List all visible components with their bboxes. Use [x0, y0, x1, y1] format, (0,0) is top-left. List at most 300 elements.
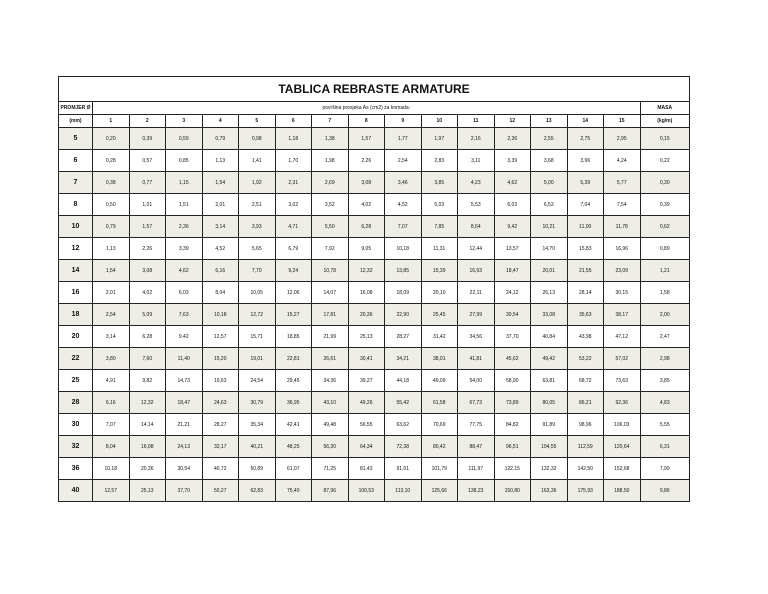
area-cell: 18,85 — [275, 326, 312, 348]
diameter-cell: 30 — [59, 414, 93, 436]
area-cell: 1,70 — [275, 150, 312, 172]
area-cell: 54,00 — [458, 370, 495, 392]
area-cell: 77,75 — [458, 414, 495, 436]
rebar-table — [58, 76, 690, 502]
count-header: 11 — [458, 115, 495, 128]
table-row — [59, 480, 690, 502]
area-cell: 8,04 — [93, 436, 130, 458]
area-cell: 34,21 — [385, 348, 422, 370]
area-cell: 38,01 — [421, 348, 458, 370]
area-cell: 40,21 — [239, 436, 276, 458]
area-cell: 61,58 — [421, 392, 458, 414]
area-cell: 24,13 — [166, 436, 203, 458]
area-cell: 25,45 — [421, 304, 458, 326]
area-cell: 7,85 — [421, 216, 458, 238]
area-cell: 2,01 — [202, 194, 239, 216]
area-cell: 1,77 — [385, 128, 422, 150]
count-header: 10 — [421, 115, 458, 128]
diameter-cell: 8 — [59, 194, 93, 216]
area-cell: 21,99 — [312, 326, 349, 348]
area-cell: 22,90 — [385, 304, 422, 326]
area-cell: 63,62 — [385, 414, 422, 436]
area-cell: 35,34 — [239, 414, 276, 436]
area-cell: 58,90 — [494, 370, 531, 392]
area-cell: 17,81 — [312, 304, 349, 326]
diameter-cell: 20 — [59, 326, 93, 348]
area-cell: 19,01 — [239, 348, 276, 370]
area-cell: 21,55 — [567, 260, 604, 282]
area-cell: 7,70 — [239, 260, 276, 282]
mass-label: MASA — [640, 102, 690, 115]
mass-cell: 9,86 — [640, 480, 690, 502]
area-cell: 11,00 — [567, 216, 604, 238]
area-cell: 101,79 — [421, 458, 458, 480]
area-cell: 30,54 — [166, 458, 203, 480]
area-cell: 4,62 — [494, 172, 531, 194]
area-cell: 6,16 — [93, 392, 130, 414]
area-cell: 6,53 — [531, 194, 568, 216]
area-cell: 98,96 — [567, 414, 604, 436]
area-cell: 150,80 — [494, 480, 531, 502]
area-cell: 26,13 — [531, 282, 568, 304]
area-cell: 50,27 — [202, 480, 239, 502]
area-cell: 0,77 — [129, 172, 166, 194]
area-cell: 87,96 — [312, 480, 349, 502]
table-row — [59, 326, 690, 348]
count-header: 7 — [312, 115, 349, 128]
area-cell: 56,55 — [348, 414, 385, 436]
area-cell: 44,18 — [385, 370, 422, 392]
area-cell: 40,84 — [531, 326, 568, 348]
area-cell: 0,59 — [166, 128, 203, 150]
area-cell: 12,32 — [348, 260, 385, 282]
area-cell: 9,42 — [494, 216, 531, 238]
area-cell: 7,60 — [129, 348, 166, 370]
count-header: 1 — [93, 115, 130, 128]
area-cell: 11,78 — [604, 216, 641, 238]
area-cell: 15,20 — [202, 348, 239, 370]
diameter-cell: 7 — [59, 172, 93, 194]
area-cell: 10,78 — [312, 260, 349, 282]
area-cell: 13,85 — [385, 260, 422, 282]
area-cell: 16,08 — [348, 282, 385, 304]
area-cell: 41,81 — [458, 348, 495, 370]
area-cell: 33,08 — [531, 304, 568, 326]
area-cell: 14,14 — [129, 414, 166, 436]
area-cell: 4,71 — [275, 216, 312, 238]
area-cell: 5,39 — [567, 172, 604, 194]
area-cell: 3,39 — [166, 238, 203, 260]
area-cell: 49,42 — [531, 348, 568, 370]
area-cell: 5,09 — [129, 304, 166, 326]
table-row — [59, 172, 690, 194]
table-title: TABLICA REBRASTE ARMATURE — [59, 77, 690, 102]
area-cell: 0,28 — [93, 150, 130, 172]
area-cell: 2,55 — [531, 128, 568, 150]
area-cell: 18,47 — [166, 392, 203, 414]
mass-cell: 2,47 — [640, 326, 690, 348]
area-cell: 20,01 — [531, 260, 568, 282]
area-cell: 4,52 — [385, 194, 422, 216]
area-cell: 61,07 — [275, 458, 312, 480]
area-cell: 32,17 — [202, 436, 239, 458]
area-cell: 64,34 — [348, 436, 385, 458]
area-cell: 2,75 — [567, 128, 604, 150]
area-cell: 1,97 — [421, 128, 458, 150]
area-cell: 4,02 — [348, 194, 385, 216]
area-cell: 1,13 — [93, 238, 130, 260]
area-cell: 45,62 — [494, 348, 531, 370]
area-cell: 34,56 — [458, 326, 495, 348]
diameter-cell: 22 — [59, 348, 93, 370]
area-cell: 5,50 — [312, 216, 349, 238]
area-cell: 100,53 — [348, 480, 385, 502]
count-header: 5 — [239, 115, 276, 128]
area-cell: 112,59 — [567, 436, 604, 458]
area-cell: 4,24 — [604, 150, 641, 172]
area-cell: 0,98 — [239, 128, 276, 150]
area-cell: 113,10 — [385, 480, 422, 502]
mass-cell: 3,85 — [640, 370, 690, 392]
count-header: 9 — [385, 115, 422, 128]
table-row — [59, 370, 690, 392]
area-cell: 4,91 — [93, 370, 130, 392]
diameter-cell: 32 — [59, 436, 93, 458]
area-cell: 80,42 — [421, 436, 458, 458]
mass-cell: 7,99 — [640, 458, 690, 480]
area-cell: 29,45 — [275, 370, 312, 392]
area-cell: 21,21 — [166, 414, 203, 436]
area-cell: 16,96 — [604, 238, 641, 260]
area-cell: 5,65 — [239, 238, 276, 260]
table-row — [59, 282, 690, 304]
area-cell: 57,02 — [604, 348, 641, 370]
area-cell: 23,09 — [604, 260, 641, 282]
area-cell: 63,81 — [531, 370, 568, 392]
diameter-cell: 12 — [59, 238, 93, 260]
area-cell: 56,30 — [312, 436, 349, 458]
area-cell: 24,12 — [494, 282, 531, 304]
area-cell: 0,85 — [166, 150, 203, 172]
area-cell: 28,14 — [567, 282, 604, 304]
area-cell: 37,70 — [494, 326, 531, 348]
mass-cell: 2,98 — [640, 348, 690, 370]
area-cell: 43,98 — [567, 326, 604, 348]
table-row — [59, 392, 690, 414]
area-cell: 2,26 — [348, 150, 385, 172]
area-cell: 132,32 — [531, 458, 568, 480]
area-cell: 30,54 — [494, 304, 531, 326]
table-row — [59, 304, 690, 326]
area-cell: 37,70 — [166, 480, 203, 502]
area-cell: 104,55 — [531, 436, 568, 458]
area-cell: 5,53 — [458, 194, 495, 216]
area-cell: 1,41 — [239, 150, 276, 172]
area-cell: 24,63 — [202, 392, 239, 414]
area-cell: 1,38 — [312, 128, 349, 150]
area-cell: 40,72 — [202, 458, 239, 480]
area-cell: 2,95 — [604, 128, 641, 150]
area-cell: 8,64 — [458, 216, 495, 238]
area-cell: 1,57 — [348, 128, 385, 150]
area-cell: 14,07 — [312, 282, 349, 304]
area-cell: 1,13 — [202, 150, 239, 172]
area-cell: 55,42 — [385, 392, 422, 414]
area-cell: 138,23 — [458, 480, 495, 502]
count-header: 14 — [567, 115, 604, 128]
area-cell: 0,50 — [93, 194, 130, 216]
mass-cell: 1,58 — [640, 282, 690, 304]
table-row — [59, 238, 690, 260]
area-cell: 14,73 — [166, 370, 203, 392]
mass-cell: 1,21 — [640, 260, 690, 282]
area-cell: 96,51 — [494, 436, 531, 458]
area-cell: 1,01 — [129, 194, 166, 216]
area-cell: 125,66 — [421, 480, 458, 502]
area-cell: 2,36 — [494, 128, 531, 150]
area-cell: 6,28 — [348, 216, 385, 238]
area-cell: 25,13 — [129, 480, 166, 502]
diameter-unit: (mm) — [59, 115, 93, 128]
count-header: 4 — [202, 115, 239, 128]
diameter-cell: 5 — [59, 128, 93, 150]
table-row — [59, 216, 690, 238]
area-cell: 11,31 — [421, 238, 458, 260]
mass-cell: 6,31 — [640, 436, 690, 458]
area-cell: 3,85 — [421, 172, 458, 194]
count-header: 13 — [531, 115, 568, 128]
area-cell: 0,20 — [93, 128, 130, 150]
area-cell: 30,79 — [239, 392, 276, 414]
area-cell: 10,05 — [239, 282, 276, 304]
area-cell: 14,70 — [531, 238, 568, 260]
area-cell: 1,54 — [202, 172, 239, 194]
area-cell: 4,23 — [458, 172, 495, 194]
area-cell: 20,36 — [129, 458, 166, 480]
table-row — [59, 414, 690, 436]
area-cell: 30,41 — [348, 348, 385, 370]
area-cell: 24,54 — [239, 370, 276, 392]
area-cell: 163,36 — [531, 480, 568, 502]
area-cell: 1,18 — [275, 128, 312, 150]
area-cell: 19,63 — [202, 370, 239, 392]
area-cell: 9,05 — [348, 238, 385, 260]
area-cell: 152,68 — [604, 458, 641, 480]
area-label: površina presjeka As (cm2) za komada: — [93, 102, 641, 115]
area-cell: 20,10 — [421, 282, 458, 304]
area-cell: 12,57 — [93, 480, 130, 502]
table-row — [59, 128, 690, 150]
area-cell: 1,15 — [166, 172, 203, 194]
area-cell: 3,96 — [567, 150, 604, 172]
area-cell: 122,15 — [494, 458, 531, 480]
area-cell: 0,79 — [202, 128, 239, 150]
area-cell: 175,93 — [567, 480, 604, 502]
area-cell: 47,12 — [604, 326, 641, 348]
area-cell: 9,82 — [129, 370, 166, 392]
diameter-cell: 28 — [59, 392, 93, 414]
area-cell: 6,28 — [129, 326, 166, 348]
count-header: 3 — [166, 115, 203, 128]
area-cell: 12,06 — [275, 282, 312, 304]
area-cell: 91,89 — [531, 414, 568, 436]
area-cell: 4,02 — [129, 282, 166, 304]
area-cell: 6,79 — [275, 238, 312, 260]
area-cell: 3,14 — [202, 216, 239, 238]
area-cell: 30,15 — [604, 282, 641, 304]
area-cell: 15,71 — [239, 326, 276, 348]
area-cell: 3,80 — [93, 348, 130, 370]
table-row — [59, 436, 690, 458]
area-cell: 1,92 — [239, 172, 276, 194]
rebar-table-sheet — [58, 76, 689, 502]
diameter-cell: 6 — [59, 150, 93, 172]
area-cell: 72,38 — [385, 436, 422, 458]
area-cell: 22,11 — [458, 282, 495, 304]
area-cell: 5,77 — [604, 172, 641, 194]
area-cell: 43,10 — [312, 392, 349, 414]
area-cell: 62,83 — [239, 480, 276, 502]
area-cell: 7,07 — [93, 414, 130, 436]
mass-cell: 0,15 — [640, 128, 690, 150]
mass-cell: 0,22 — [640, 150, 690, 172]
table-row — [59, 260, 690, 282]
area-cell: 142,50 — [567, 458, 604, 480]
area-cell: 73,63 — [604, 370, 641, 392]
area-cell: 15,27 — [275, 304, 312, 326]
area-cell: 31,42 — [421, 326, 458, 348]
area-cell: 26,61 — [312, 348, 349, 370]
area-cell: 7,92 — [312, 238, 349, 260]
area-cell: 10,21 — [531, 216, 568, 238]
mass-cell: 2,00 — [640, 304, 690, 326]
area-cell: 188,50 — [604, 480, 641, 502]
area-cell: 1,54 — [93, 260, 130, 282]
area-cell: 49,09 — [421, 370, 458, 392]
area-cell: 5,03 — [421, 194, 458, 216]
area-cell: 0,39 — [129, 128, 166, 150]
area-cell: 86,21 — [567, 392, 604, 414]
mass-cell: 5,55 — [640, 414, 690, 436]
area-cell: 42,41 — [275, 414, 312, 436]
area-cell: 3,11 — [458, 150, 495, 172]
diameter-cell: 14 — [59, 260, 93, 282]
area-cell: 71,25 — [312, 458, 349, 480]
area-cell: 2,51 — [239, 194, 276, 216]
area-cell: 3,39 — [494, 150, 531, 172]
diameter-cell: 25 — [59, 370, 93, 392]
area-cell: 50,89 — [239, 458, 276, 480]
area-cell: 3,08 — [348, 172, 385, 194]
area-cell: 10,18 — [202, 304, 239, 326]
count-header: 6 — [275, 115, 312, 128]
area-cell: 5,00 — [531, 172, 568, 194]
area-cell: 6,03 — [494, 194, 531, 216]
area-cell: 25,13 — [348, 326, 385, 348]
area-cell: 0,79 — [93, 216, 130, 238]
area-cell: 75,40 — [275, 480, 312, 502]
count-header: 12 — [494, 115, 531, 128]
area-cell: 49,26 — [348, 392, 385, 414]
area-cell: 35,63 — [567, 304, 604, 326]
area-cell: 2,01 — [93, 282, 130, 304]
mass-cell: 0,62 — [640, 216, 690, 238]
area-cell: 3,02 — [275, 194, 312, 216]
area-cell: 2,83 — [421, 150, 458, 172]
area-cell: 36,95 — [275, 392, 312, 414]
area-cell: 88,47 — [458, 436, 495, 458]
area-cell: 49,48 — [312, 414, 349, 436]
mass-cell: 0,30 — [640, 172, 690, 194]
area-cell: 2,26 — [129, 238, 166, 260]
mass-cell: 0,89 — [640, 238, 690, 260]
area-cell: 120,64 — [604, 436, 641, 458]
area-cell: 39,27 — [348, 370, 385, 392]
area-cell: 6,03 — [166, 282, 203, 304]
area-cell: 15,39 — [421, 260, 458, 282]
table-row — [59, 348, 690, 370]
area-cell: 10,18 — [385, 238, 422, 260]
area-cell: 111,97 — [458, 458, 495, 480]
area-cell: 12,44 — [458, 238, 495, 260]
area-cell: 1,98 — [312, 150, 349, 172]
diameter-cell: 36 — [59, 458, 93, 480]
count-header: 8 — [348, 115, 385, 128]
mass-cell: 4,83 — [640, 392, 690, 414]
area-cell: 6,16 — [202, 260, 239, 282]
table-row — [59, 194, 690, 216]
area-cell: 48,25 — [275, 436, 312, 458]
area-cell: 12,57 — [202, 326, 239, 348]
area-cell: 15,83 — [567, 238, 604, 260]
area-cell: 7,04 — [567, 194, 604, 216]
area-cell: 7,54 — [604, 194, 641, 216]
area-cell: 1,51 — [166, 194, 203, 216]
area-cell: 12,72 — [239, 304, 276, 326]
mass-cell: 0,39 — [640, 194, 690, 216]
area-cell: 3,68 — [531, 150, 568, 172]
area-cell: 84,82 — [494, 414, 531, 436]
area-cell: 2,36 — [166, 216, 203, 238]
diameter-label: PROMJER Ø — [59, 102, 93, 115]
area-cell: 9,24 — [275, 260, 312, 282]
area-cell: 1,57 — [129, 216, 166, 238]
area-cell: 2,54 — [385, 150, 422, 172]
area-cell: 38,17 — [604, 304, 641, 326]
area-cell: 92,36 — [604, 392, 641, 414]
area-cell: 9,42 — [166, 326, 203, 348]
area-cell: 16,93 — [458, 260, 495, 282]
area-cell: 3,08 — [129, 260, 166, 282]
area-cell: 67,73 — [458, 392, 495, 414]
area-cell: 70,69 — [421, 414, 458, 436]
area-cell: 20,36 — [348, 304, 385, 326]
area-cell: 2,69 — [312, 172, 349, 194]
area-cell: 80,05 — [531, 392, 568, 414]
area-cell: 91,61 — [385, 458, 422, 480]
area-cell: 16,08 — [129, 436, 166, 458]
area-cell: 3,52 — [312, 194, 349, 216]
area-cell: 18,09 — [385, 282, 422, 304]
area-cell: 11,40 — [166, 348, 203, 370]
area-cell: 22,81 — [275, 348, 312, 370]
area-cell: 73,89 — [494, 392, 531, 414]
area-cell: 8,04 — [202, 282, 239, 304]
area-cell: 28,27 — [202, 414, 239, 436]
area-cell: 12,32 — [129, 392, 166, 414]
area-cell: 2,31 — [275, 172, 312, 194]
area-cell: 27,99 — [458, 304, 495, 326]
